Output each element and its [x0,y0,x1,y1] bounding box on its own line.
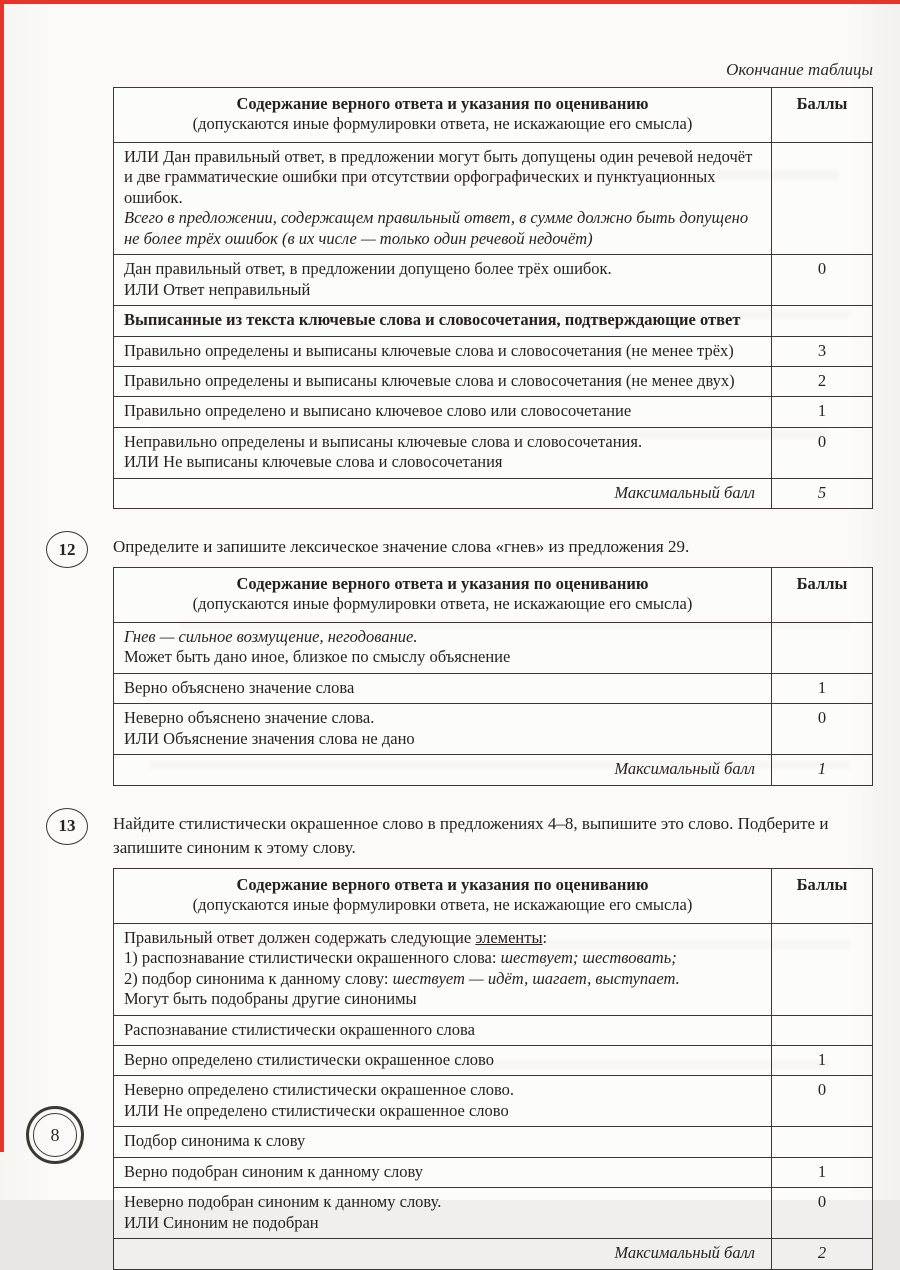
score-cell: 0 [772,704,873,755]
criteria-cell [114,1157,772,1187]
criteria-text-line: ИЛИ Не определено стилистически окрашенное слово [124,1100,509,1120]
criteria-text-line: Верно подобран синоним к данному слову [124,1161,423,1181]
scoring-table-task13 [113,868,873,1270]
criteria-text-line: Может быть дано иное, близкое по смыслу объяснение [124,647,511,667]
score-cell: 1 [772,1045,873,1075]
criteria-row [114,673,873,703]
score-cell: 3 [772,336,873,366]
task-prompt: Найдите стилистически окрашенное слово в предложениях 4–8, выпишите это слово. Подберите и запишите синоним к этому слову. [113,813,829,858]
criteria-row [114,366,873,396]
criteria-row [114,1076,873,1127]
score-cell: 1 [772,397,873,427]
score-cell: 0 [772,1076,873,1127]
score-cell [772,622,873,673]
criteria-text-line: ИЛИ Объяснение значения слова не дано [124,728,415,748]
task-number-badge [46,531,88,568]
criteria-row [114,704,873,755]
criteria-cell [114,255,772,306]
criteria-text-line: Могут быть подобраны другие синонимы [124,989,417,1009]
task-number-badge [46,808,88,845]
score-cell: 2 [772,366,873,396]
task-number: 12 [58,539,76,559]
page-number: 8 [50,1124,60,1145]
criteria-cell [114,142,772,254]
score-cell [772,1015,873,1045]
score-cell: 1 [772,673,873,703]
task-12 [58,535,873,560]
score-cell: 0 [772,427,873,478]
score-cell: 1 [772,1157,873,1187]
criteria-text-line: Неправильно определены и выписаны ключевые слова и словосочетания. [124,431,643,451]
criteria-text-line: Правильно определено и выписано ключевое слово или словосочетание [124,401,632,421]
table-header-row [114,567,873,622]
score-cell [772,306,873,336]
score-cell [772,923,873,1015]
criteria-row [114,1015,873,1045]
score-cell [772,1127,873,1157]
score-cell: 5 [772,478,873,508]
task-13 [58,812,873,861]
task-prompt: Определите и запишите лексическое значение слова «гнев» из предложения 29. [113,537,690,557]
table-header-row [114,868,873,923]
score-cell: 1 [772,755,873,785]
criteria-cell [114,427,772,478]
criteria-row [114,142,873,254]
criteria-text-line: Дан правильный ответ, в предложении допущено более трёх ошибок. [124,259,612,279]
page-edge-accent-left [0,0,4,1152]
scoring-table-task11-continuation [113,87,873,509]
scoring-table-task12 [113,567,873,786]
criteria-cell [114,704,772,755]
criteria-text-line: ИЛИ Синоним не подобран [124,1212,319,1232]
criteria-text-line: Распознавание стилистически окрашенного слова [124,1019,475,1039]
page-content [58,0,873,1270]
page-number-inner-ring [33,1113,77,1157]
criteria-text-line: Верно объяснено значение слова [124,677,355,697]
criteria-cell [114,1127,772,1157]
criteria-row [114,1188,873,1239]
criteria-cell: Максимальный балл [114,1239,772,1269]
criteria-cell [114,1076,772,1127]
criteria-text-line: ИЛИ Не выписаны ключевые слова и словосочетания [124,452,503,472]
criteria-text-line: Неверно определено стилистически окрашенное слово. [124,1080,515,1100]
criteria-cell: Максимальный балл [114,755,772,785]
criteria-text-line: Правильный ответ должен содержать следующие элементы: [124,927,548,947]
criteria-cell [114,1188,772,1239]
score-cell: 0 [772,1188,873,1239]
score-cell [772,142,873,254]
criteria-row [114,255,873,306]
task-number: 13 [58,816,76,836]
max-score-row [114,478,873,508]
score-cell: 2 [772,1239,873,1269]
table-continuation-label: Окончание таблицы [726,60,873,79]
criteria-text-line: Выписанные из текста ключевые слова и словосочетания, подтверждающие ответ [124,310,741,330]
max-score-row [114,755,873,785]
criteria-text-line: Подбор синонима к слову [124,1131,306,1151]
criteria-text-line: ИЛИ Ответ неправильный [124,279,311,299]
criteria-cell [114,366,772,396]
criteria-row [114,1045,873,1075]
criteria-header-cell: Содержание верного ответа и указания по оцениванию (допускаются иные формулировки ответа, не искажающие его смысла) [114,88,772,143]
criteria-cell [114,1045,772,1075]
criteria-row [114,1157,873,1187]
page-number-badge [26,1106,84,1164]
score-cell: 0 [772,255,873,306]
criteria-text-line: Неверно объяснено значение слова. [124,708,375,728]
criteria-cell [114,923,772,1015]
max-score-row [114,1239,873,1269]
criteria-header-cell: Содержание верного ответа и указания по оцениванию (допускаются иные формулировки ответа, не искажающие его смысла) [114,868,772,923]
criteria-cell: Максимальный балл [114,478,772,508]
criteria-text-line: 1) распознавание стилистически окрашенного слова: шествует; шествовать; [124,948,677,968]
criteria-cell [114,673,772,703]
score-header-cell: Баллы [772,88,873,143]
criteria-cell [114,336,772,366]
table-header-row [114,88,873,143]
criteria-row [114,923,873,1015]
criteria-text-line: Правильно определены и выписаны ключевые слова и словосочетания (не менее двух) [124,370,735,390]
criteria-text-line: Неверно подобран синоним к данному слову. [124,1192,442,1212]
score-header-cell: Баллы [772,567,873,622]
criteria-row [114,397,873,427]
criteria-text-line: Верно определено стилистически окрашенное слово [124,1049,494,1069]
criteria-row [114,622,873,673]
criteria-row [114,306,873,336]
criteria-cell [114,306,772,336]
criteria-cell [114,622,772,673]
criteria-text-line: ИЛИ Дан правильный ответ, в предложении могут быть допущены один речевой недочёт и две грамматические ошибки при отсутствии орфографических и пунктуационных ошибок. [124,146,753,207]
criteria-row [114,1127,873,1157]
criteria-cell [114,397,772,427]
criteria-row [114,427,873,478]
score-header-cell: Баллы [772,868,873,923]
criteria-text-line: Гнев — сильное возмущение, негодование. [124,626,418,646]
criteria-header-cell: Содержание верного ответа и указания по оцениванию (допускаются иные формулировки ответа, не искажающие его смысла) [114,567,772,622]
criteria-text-line: 2) подбор синонима к данному слову: шествует — идёт, шагает, выступает. [124,968,680,988]
criteria-text-line: Правильно определены и выписаны ключевые слова и словосочетания (не менее трёх) [124,340,734,360]
criteria-text-line: Всего в предложении, содержащем правильный ответ, в сумме должно быть допущено не более трёх ошибок (в их числе — только один речевой недочёт) [124,208,749,248]
criteria-row [114,336,873,366]
criteria-cell [114,1015,772,1045]
